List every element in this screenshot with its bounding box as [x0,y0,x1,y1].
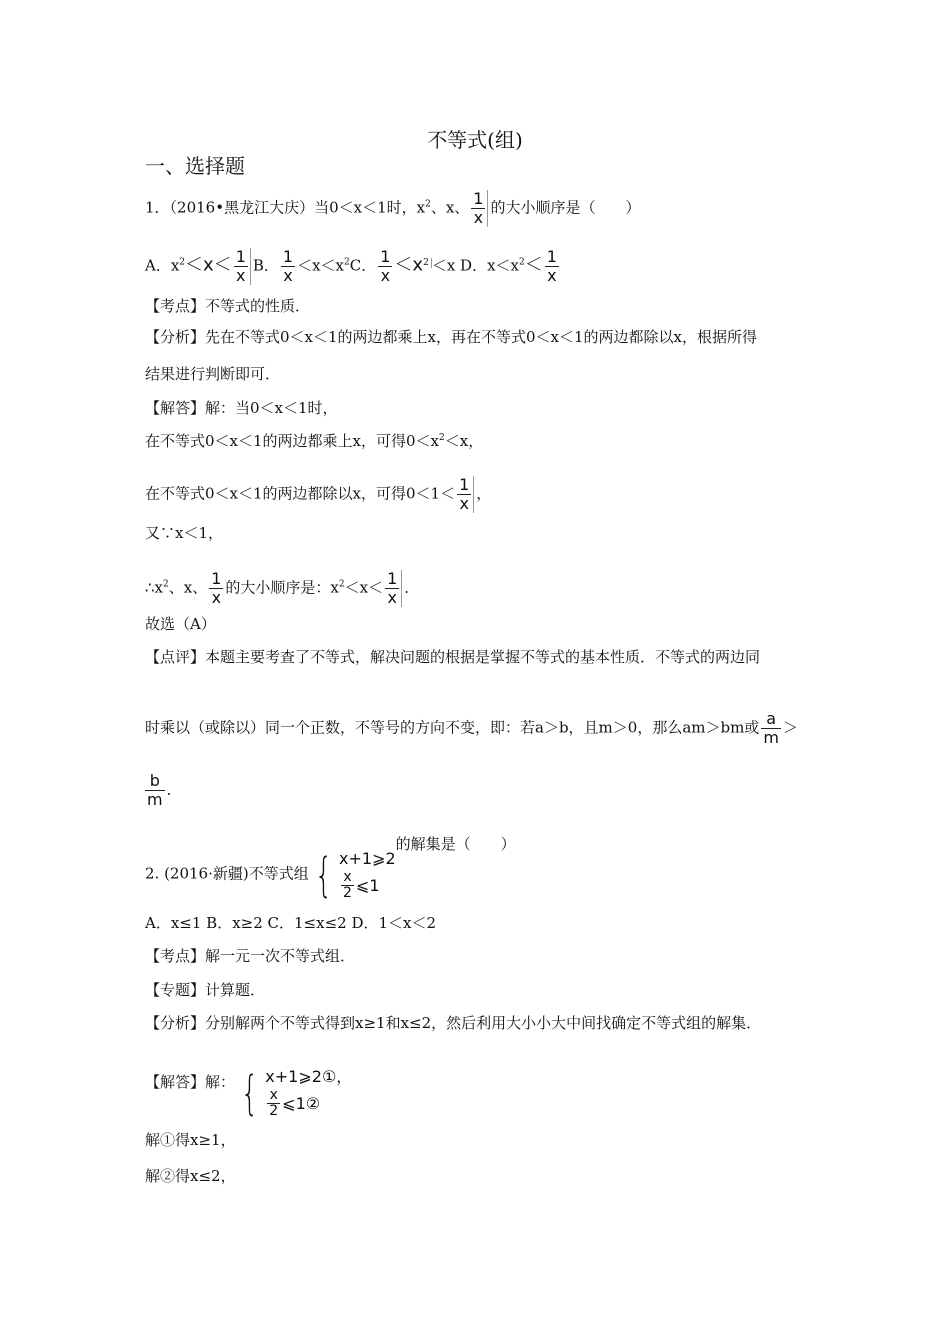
option-a-math: ＜x＜ [185,254,232,276]
option-c-math: ＜x [394,254,424,276]
q1-fenxi-line1: 【分析】先在不等式0＜x＜1的两边都乘上x，再在不等式0＜x＜1的两边都除以x，根据所得 [145,328,758,346]
q2-jieda [145,1066,352,1119]
q1-stem-text: 的大小顺序是（ ） [490,198,641,217]
frac-numerator: 1 [546,247,557,266]
q1-stem-text: 、x、 [430,198,470,217]
q2-stem [145,835,516,902]
system-row-2-rest: ⩽1 [355,875,380,895]
superscript: 2 [163,579,169,590]
step-text: 、x、 [168,578,208,597]
option-b-text: B． [252,256,279,275]
frac-numerator: x [269,1087,278,1103]
option-d-math: ＜ [524,254,543,276]
jieda-label: 【解答】解： [145,1073,236,1091]
fraction-1-over-x [457,476,474,513]
step-text: ∴x [145,578,164,597]
q1-step2 [145,476,491,513]
q2-solution-2: 解②得x≤2， [145,1167,236,1185]
fraction-1-over-x [234,248,251,285]
q1-step3: 又∵x＜1， [145,524,224,542]
superscript: 2 [344,257,350,268]
system-row-2-rest: ⩽1② [282,1093,321,1113]
q1-choose: 故选（A） [145,615,216,633]
q1-dianping-line1: 【点评】本题主要考查了不等式，解决问题的根据是掌握不等式的基本性质．不等式的两边同 [145,648,761,666]
q2-fenxi: 【分析】分别解两个不等式得到x≥1和x≤2，然后利用大小小大中间找确定不等式组的解集． [145,1014,762,1032]
fraction-1-over-x [545,248,559,285]
frac-numerator: 1 [380,247,391,266]
q1-stem-text: 1．（2016•黑龙江大庆）当0＜x＜1时，x [145,198,426,217]
fraction-a-over-m [761,710,781,747]
superscript: 2 [439,433,445,443]
frac-numerator: 1 [282,247,294,266]
step-text: ＜x， [444,432,484,450]
superscript: 2 [179,257,186,268]
frac-denominator: 2 [269,1103,279,1119]
dianping-text: ＞ [782,718,798,737]
step-text: ， [476,484,492,503]
system-row-1-text: x+1⩾2① [265,1067,337,1086]
q2-stem-text: 的解集是（ ） [395,835,516,853]
q2-solution-1: 解①得x≥1， [145,1131,236,1149]
frac-denominator: x [236,266,246,285]
q1-kaodian: 【考点】不等式的性质． [145,297,311,315]
dianping-text: 时乘以（或除以）同一个正数，不等号的方向不变，即：若a＞b，且m＞0，那么am＞bm或 [145,718,760,737]
fraction-1-over-x [209,570,223,607]
step-text: 在不等式0＜x＜1的两边都乘上x，可得0＜x [145,432,440,450]
step-text: 在不等式0＜x＜1的两边都除以x，可得0＜1＜ [145,484,456,503]
frac-denominator: x [387,588,397,607]
q1-step1 [145,431,483,451]
brace-icon: { [240,1065,259,1120]
dianping-text: ． [166,780,182,799]
frac-denominator: x [380,266,391,285]
q2-kaodian: 【考点】解一元一次不等式组． [145,947,356,965]
step-text: ． [404,578,420,597]
q1-fenxi-line2: 结果进行判断即可． [145,365,281,383]
step-text: ＜x＜ [344,578,384,597]
q1-dianping-line2 [145,710,798,747]
frac-denominator: m [763,728,779,747]
q2-stem-text: 2. (2016·新疆)不等式组 [145,864,309,883]
frac-numerator: 1 [473,189,484,208]
system-row-2 [339,870,396,901]
fraction-1-over-x [385,570,402,607]
superscript: 2 [425,199,431,210]
inequality-system [309,848,396,901]
superscript: 2 [423,258,432,268]
fraction-b-over-m [145,772,165,809]
frac-denominator: x [547,266,557,285]
document-title: 不等式(组) [427,128,523,152]
frac-numerator: 1 [211,569,222,588]
option-a-text: A．x [145,256,180,275]
frac-denominator: x [459,494,469,513]
frac-denominator: 2 [343,885,352,901]
section-heading: 一、选择题 [145,154,245,178]
q1-options [145,248,561,285]
frac-numerator: 1 [387,569,398,588]
q1-stem [145,190,640,227]
frac-denominator: x [283,266,293,285]
frac-numerator: b [149,771,160,790]
q1-step4 [145,570,419,607]
system-row-1: x+1⩾2 [339,849,396,868]
frac-denominator: x [211,588,222,607]
q2-options: A．x≤1 B．x≥2 C．1≤x≤2 D．1＜x＜2 [145,914,437,932]
system-row-1-end: ， [336,1067,353,1086]
frac-numerator: 1 [459,475,470,494]
superscript: 2 [519,257,525,268]
brace-icon: { [314,847,333,902]
fraction-1-over-x [281,248,295,285]
option-b-text: ＜x＜x [297,256,345,275]
fraction-1-over-x [378,248,392,285]
frac-denominator: m [147,790,163,809]
inequality-system [235,1066,352,1119]
frac-numerator: 1 [235,247,246,266]
step-text: 的大小顺序是：x [225,578,339,597]
q1-dianping-line3 [145,772,182,809]
frac-numerator: x [343,869,352,885]
q1-jieda: 【解答】解：当0＜x＜1时， [145,399,338,417]
option-c-text: C． [349,256,377,275]
option-c-d-text: ＜x D．x＜x [431,256,519,275]
superscript: 2 [338,579,345,590]
fraction-1-over-x [471,190,488,227]
system-row-2 [265,1088,352,1119]
system-row-1 [265,1066,352,1088]
frac-denominator: x [473,208,484,227]
q2-zhuanti: 【专题】计算题． [145,981,266,999]
frac-numerator: a [766,709,777,728]
